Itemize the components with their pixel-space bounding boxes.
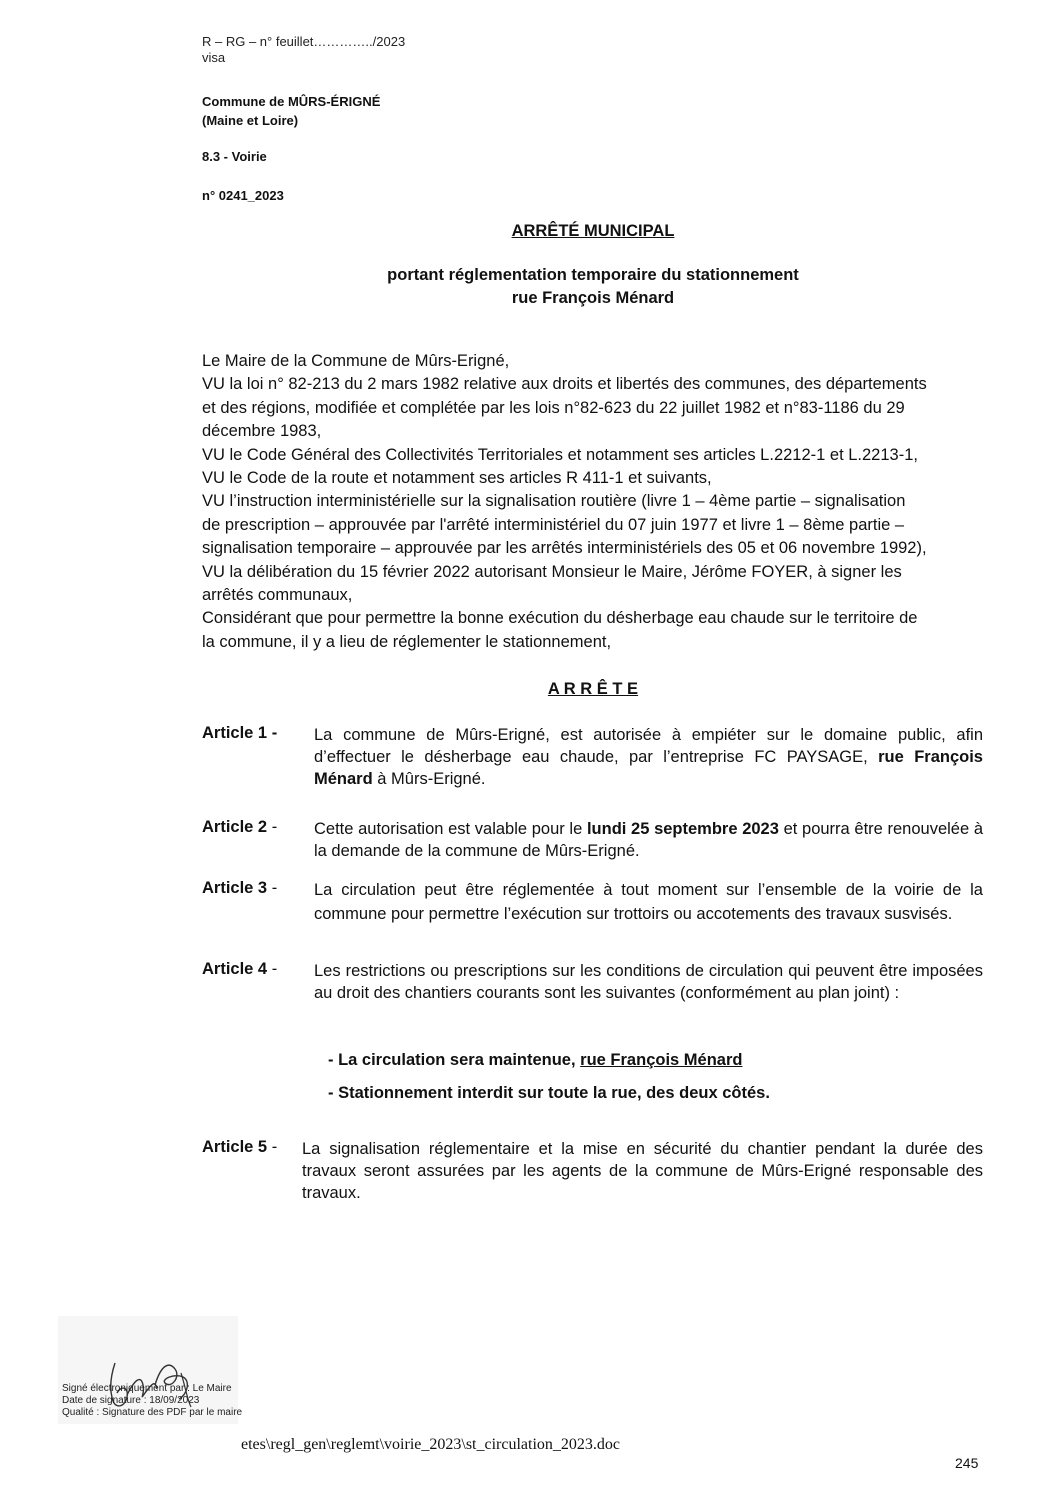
signature-quality: Qualité : Signature des PDF par le maire bbox=[62, 1407, 243, 1418]
signature-date: Date de signature : 18/09/2023 bbox=[62, 1395, 200, 1406]
article-4-bullet-1 bbox=[328, 1051, 742, 1070]
article-3-text: La circulation peut être réglementée à tout moment sur l’ensemble de la voirie de la commune pour permettre l’exécution sur trottoirs ou accotements des travaux susvisés. bbox=[314, 881, 983, 923]
preamble-line: et des régions, modifiée et complétée par les lois n°82-623 du 22 juillet 1982 et n°83-1186 du 29 bbox=[202, 398, 905, 417]
arrete-heading: A R R Ê T E bbox=[547, 680, 639, 698]
preamble-line: de prescription – approuvée par l'arrêté interministériel du 07 juin 1977 et livre 1 – 8ème partie – bbox=[202, 515, 905, 534]
article-1-text-end: à Mûrs-Erigné. bbox=[372, 770, 486, 788]
article-4-bullet-1-text: - La circulation sera maintenue, bbox=[328, 1051, 581, 1069]
article-1-text-part: La commune de Mûrs-Erigné, est autorisée à empiéter sur le domaine public, afin d’effectuer le désherbage eau chaude, par l’entreprise FC PAYSAGE, bbox=[314, 726, 983, 766]
arrete-heading-block bbox=[202, 680, 984, 699]
department-name: (Maine et Loire) bbox=[202, 113, 299, 128]
page-number: 245 bbox=[955, 1455, 979, 1471]
article-2-label-text: Article 2 bbox=[202, 818, 268, 836]
title-main: ARRÊTÉ MUNICIPAL bbox=[511, 222, 675, 240]
preamble-line: VU l’instruction interministérielle sur la signalisation routière (livre 1 – 4ème partie – signalisation bbox=[202, 492, 906, 511]
article-3-label-text: Article 3 bbox=[202, 879, 268, 897]
preamble-line: signalisation temporaire – approuvée par les arrêtés interministériels des 05 et 06 novembre 1992), bbox=[202, 539, 927, 558]
preamble-line: décembre 1983, bbox=[202, 422, 322, 441]
article-4-label bbox=[202, 960, 277, 979]
article-5-dash: - bbox=[267, 1138, 278, 1156]
article-2-date: lundi 25 septembre 2023 bbox=[586, 820, 779, 838]
article-4-bullet-1-street: rue François Ménard bbox=[580, 1051, 743, 1069]
article-5-label-text: Article 5 bbox=[202, 1138, 268, 1156]
article-2-text bbox=[314, 818, 983, 862]
preamble-line: VU la délibération du 15 février 2022 autorisant Monsieur le Maire, Jérôme FOYER, à signer les bbox=[202, 562, 902, 581]
article-1-text bbox=[314, 724, 983, 790]
preamble-line: arrêtés communaux, bbox=[202, 586, 353, 605]
article-1-street: rue François Ménard bbox=[314, 748, 983, 788]
preamble bbox=[202, 350, 992, 654]
subtitle-line2: rue François Ménard bbox=[511, 289, 675, 307]
article-2-label bbox=[202, 818, 277, 837]
article-5-text: La signalisation réglementaire et la mise en sécurité du chantier pendant la durée des travaux seront assurées par les agents de la commune de Mûrs-Erigné responsable des travaux. bbox=[302, 1140, 983, 1202]
preamble-line: la commune, il y a lieu de réglementer le stationnement, bbox=[202, 632, 612, 651]
article-4-dash: - bbox=[267, 960, 278, 978]
preamble-line: Le Maire de la Commune de Mûrs-Erigné, bbox=[202, 352, 510, 370]
article-3-dash: - bbox=[267, 879, 278, 897]
article-4-bullet-2: - Stationnement interdit sur toute la rue, des deux côtés. bbox=[328, 1084, 770, 1102]
article-4-text: Les restrictions ou prescriptions sur les conditions de circulation qui peuvent être imposées au droit des chantiers courants sont les suivantes (conformément au plan joint) : bbox=[314, 962, 983, 1002]
article-2-text-part: Cette autorisation est valable pour le bbox=[314, 820, 587, 838]
preamble-line: VU le Code de la route et notamment ses articles R 411-1 et suivants, bbox=[202, 469, 712, 488]
preamble-line: VU le Code Général des Collectivités Territoriales et notamment ses articles L.2212-1 et L.2213-1, bbox=[202, 445, 918, 464]
sheet-reference: R – RG – n° feuillet…………../2023 bbox=[202, 34, 406, 49]
signature-info bbox=[62, 1383, 242, 1419]
subtitle-block bbox=[202, 264, 984, 310]
signature-signed-by: Signé électroniquement par : Le Maire bbox=[62, 1383, 232, 1394]
commune-name: Commune de MÛRS-ÉRIGNÉ bbox=[202, 94, 381, 109]
preamble-line: VU la loi n° 82-213 du 2 mars 1982 relative aux droits et libertés des communes, des départements bbox=[202, 375, 927, 394]
title-block bbox=[202, 222, 984, 241]
article-5-label bbox=[202, 1138, 277, 1157]
article-3-label bbox=[202, 879, 277, 898]
subtitle-line1: portant réglementation temporaire du stationnement bbox=[387, 266, 799, 284]
article-2-text-end: et pourra être renouvelée à la demande de la commune de Mûrs-Erigné. bbox=[314, 820, 984, 860]
preamble-line: Considérant que pour permettre la bonne exécution du désherbage eau chaude sur le territoire de bbox=[202, 609, 918, 628]
decree-number: n° 0241_2023 bbox=[202, 188, 284, 203]
visa-label: visa bbox=[202, 50, 226, 65]
article-1-label: Article 1 - bbox=[202, 724, 278, 742]
article-4-label-text: Article 4 bbox=[202, 960, 268, 978]
article-2-dash: - bbox=[267, 818, 278, 836]
footer-file-path: etes\regl_gen\reglemt\voirie_2023\st_circulation_2023.doc bbox=[241, 1436, 621, 1453]
category-label: 8.3 - Voirie bbox=[202, 149, 267, 164]
